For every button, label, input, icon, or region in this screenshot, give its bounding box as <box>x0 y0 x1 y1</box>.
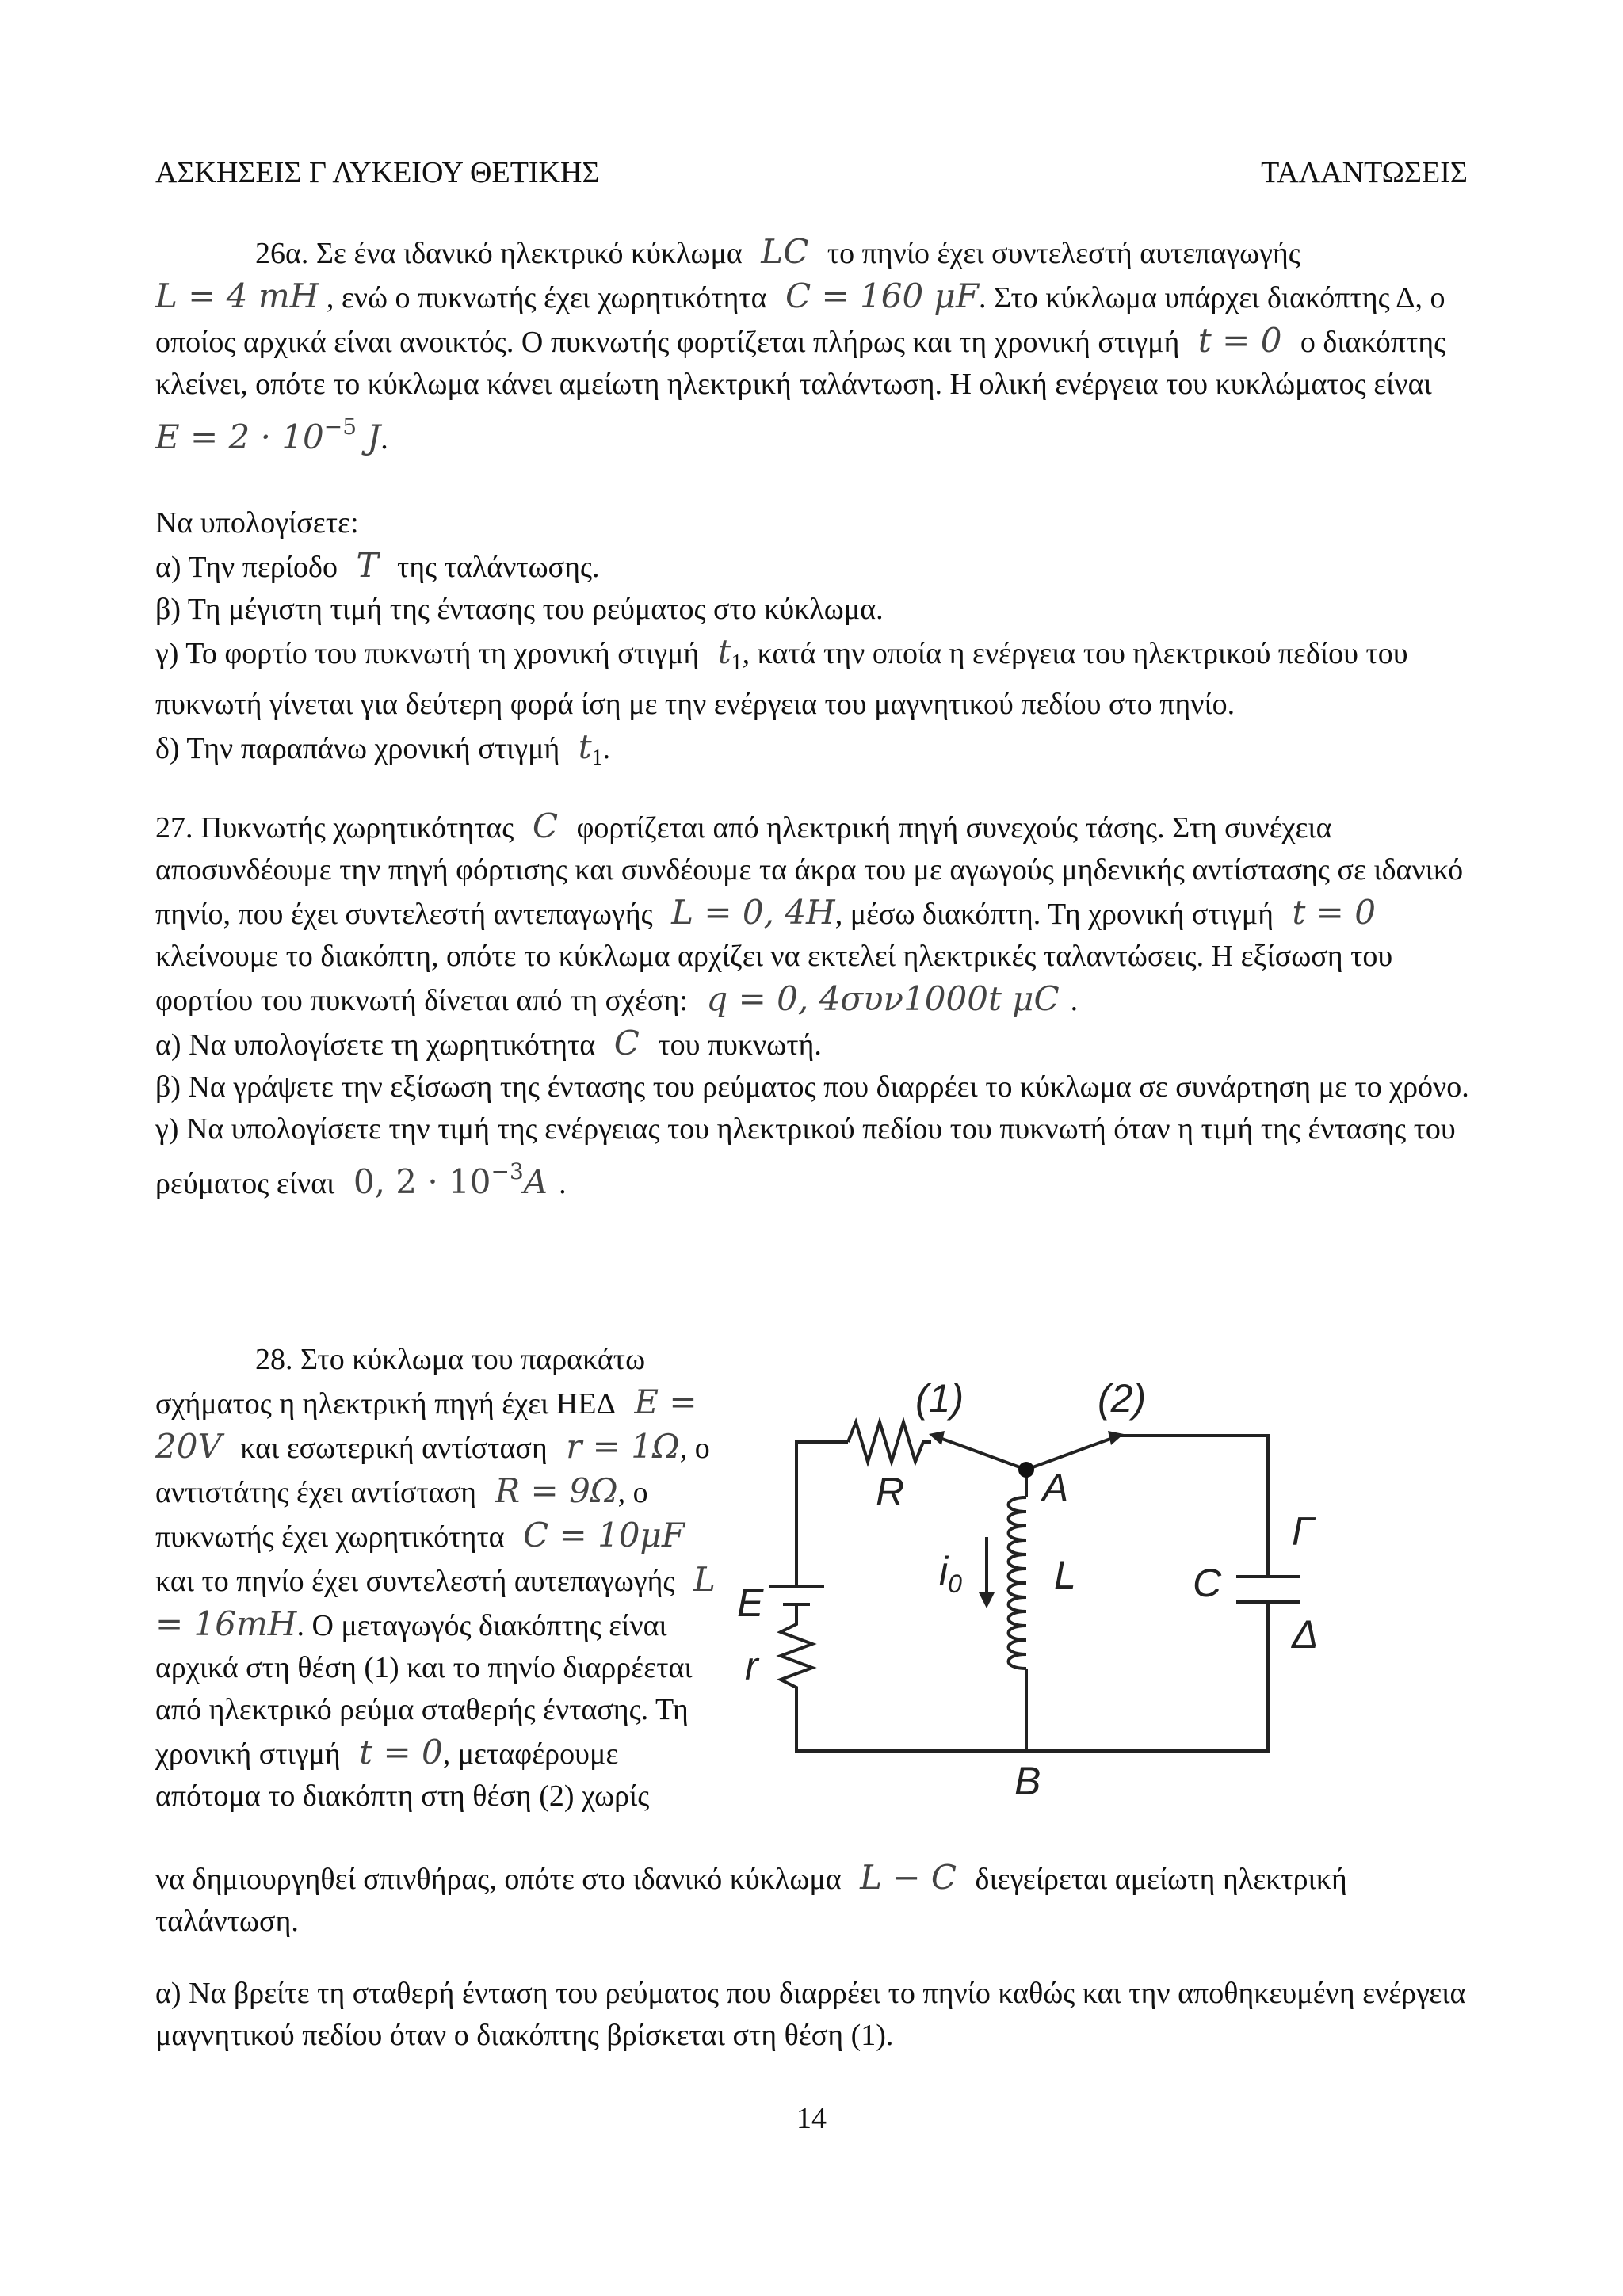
text: . <box>1070 984 1079 1017</box>
math-current-value <box>353 1158 548 1201</box>
label-r: r <box>745 1644 758 1688</box>
text: . <box>602 732 611 765</box>
question-27b: β) Να γράψετε την εξίσωση της έντασης του ρεύματος που διαρρέει το κύκλωμα σε συνάρτηση με το χρόνο. <box>155 1070 1469 1104</box>
math-capacitance: C = 10μF <box>523 1516 685 1554</box>
question-28a: α) Να βρείτε τη σταθερή ένταση του ρεύματος που διαρρέει το πηνίο καθώς και την αποθηκευμένη ενέργεια μαγνητικού πεδίου όταν ο διακόπτης βρίσκεται στη θέση (1). <box>155 1977 1466 2052</box>
text: το πηνίο έχει συντελεστή αυτεπαγωγής <box>827 237 1300 270</box>
label-position-2: (2) <box>1098 1379 1147 1421</box>
text: δ) Την παραπάνω χρονική στιγμή <box>155 732 560 765</box>
text: , μεταφέρουμε απότομα το διακόπτη στη θέση (2) χωρίς <box>155 1737 650 1813</box>
circuit-wire <box>1119 1436 1268 1577</box>
label-i0 <box>939 1549 962 1598</box>
math-capacitance: C <box>613 1024 640 1062</box>
question-26c <box>155 631 1471 726</box>
switch-arm-1 <box>934 1436 1026 1470</box>
text: , ο αντιστάτης έχει αντίσταση <box>155 1432 710 1509</box>
math-emf: E = 20V <box>155 1383 697 1466</box>
label-L: L <box>1054 1553 1076 1597</box>
label-Delta: Δ <box>1292 1612 1319 1657</box>
text: 28. Στο κύκλωμα του παρακάτω σχήματος η ηλεκτρική πηγή έχει ΗΕΔ <box>155 1343 646 1421</box>
math-inductance: L = 0, 4H <box>671 893 835 932</box>
label-C: C <box>1193 1561 1222 1605</box>
exercise-27 <box>155 805 1471 1205</box>
text: φορτίζεται από ηλεκτρική πηγή συνεχούς τάσης. Στη συνέχεια αποσυνδέουμε την πηγή φόρτισης και συνδέουμε τα άκρα του με αγωγούς μηδενικής αντίστασης σε ιδανικό πηνίο, που έχει συντελεστή αντεπαγωγής <box>155 811 1464 931</box>
text: και εσωτερική αντίσταση <box>240 1432 548 1465</box>
math-energy <box>155 414 381 456</box>
text: να δημιουργηθεί σπινθήρας, οπότε στο ιδανικό κύκλωμα <box>155 1863 842 1896</box>
question-27c <box>155 1108 1471 1205</box>
question-27a <box>155 1022 1471 1066</box>
math-current-exp: −3 <box>491 1158 524 1184</box>
label-position-1: (1) <box>915 1379 964 1421</box>
math-t0: t = 0 <box>1292 893 1376 932</box>
label-i0-sub: 0 <box>948 1569 962 1598</box>
label-i0-base: i <box>939 1549 949 1593</box>
math-inductance: L = 16mH <box>155 1560 716 1643</box>
text: , ενώ ο πυκνωτής έχει χωρητικότητα <box>326 281 767 315</box>
node-A <box>1018 1462 1034 1478</box>
text: και το πηνίο έχει συντελεστή αυτεπαγωγής <box>155 1565 675 1598</box>
text: κλείνουμε το διακόπτη, οπότε το κύκλωμα αρχίζει να εκτελεί ηλεκτρικές ταλαντώσεις. Η εξίσωση του φορτίου του πυκνωτή δίνεται από τη σχέση: <box>155 940 1393 1017</box>
text: του πυκνωτή. <box>658 1028 822 1062</box>
text: γ) Να υπολογίσετε την τιμή της ενέργειας του ηλεκτρικού πεδίου του πυκνωτή όταν η τιμή της έντασης του ρεύματος είναι <box>155 1112 1456 1200</box>
question-26a <box>155 544 1471 589</box>
text: α) Την περίοδο <box>155 551 338 584</box>
math-t1-sub: 1 <box>731 650 743 675</box>
math-resistance: R = 9Ω <box>495 1471 618 1510</box>
math-energy-base: E = 2 · 10 <box>155 418 324 456</box>
math-inductance: L = 4 mH <box>155 277 319 315</box>
text: . <box>559 1167 567 1200</box>
text: , κατά την οποία η ενέργεια του ηλεκτρικού πεδίου του πυκνωτή γίνεται για δεύτερη φορά ίση με την ενέργεια του μαγνητικού πεδίου στο πηνίο. <box>155 637 1408 721</box>
exercise-26 <box>155 231 1471 779</box>
math-energy-exp: −5 <box>323 414 357 440</box>
math-energy-unit: J <box>367 418 381 456</box>
inductor-L <box>1009 1497 1027 1669</box>
exercise-26-statement <box>155 231 1471 460</box>
math-period: T <box>356 546 379 585</box>
text: , ο πυκνωτής έχει χωρητικότητα <box>155 1476 648 1554</box>
page-number: 14 <box>796 2102 827 2135</box>
question-26b: β) Τη μέγιστη τιμή της έντασης του ρεύματος στο κύκλωμα. <box>155 593 884 626</box>
text: 27. Πυκνωτής χωρητικότητας <box>155 811 514 845</box>
math-t1-sub: 1 <box>591 746 603 770</box>
math-capacitance: C <box>532 807 558 845</box>
math-t1: t <box>578 727 592 766</box>
label-A: A <box>1042 1466 1069 1510</box>
label-B: B <box>1014 1759 1041 1798</box>
text: 26α. Σε ένα ιδανικό ηλεκτρικό κύκλωμα <box>255 237 743 270</box>
text: . Στο κύκλωμα υπάρχει διακόπτης Δ, ο οποίος αρχικά είναι ανοικτός. Ο πυκνωτής φορτίζεται πλήρως και τη χρονική στιγμή <box>155 281 1445 359</box>
switch-arm-2 <box>1026 1436 1119 1470</box>
circuit-diagram <box>721 1379 1339 1798</box>
header-left: ΑΣΚΗΣΕΙΣ Γ ΛΥΚΕΙΟΥ ΘΕΤΙΚΗΣ <box>155 156 600 189</box>
exercise-28-questions <box>155 1973 1471 2057</box>
exercise-28-statement-end <box>155 1856 1471 1943</box>
switch-contact-2-arrowhead <box>1108 1431 1124 1445</box>
text: της ταλάντωσης. <box>396 551 600 584</box>
text: . Ο μεταγωγός διακόπτης είναι αρχικά στη θέση (1) και το πηνίο διαρρέεται από ηλεκτρικό ρεύμα σταθερής έντασης. Τη χρονική στιγμή <box>155 1609 693 1771</box>
math-current-base: 0, 2 · 10 <box>353 1162 491 1201</box>
text: , μέσω διακόπτη. Τη χρονική στιγμή <box>834 898 1274 931</box>
circuit-wire <box>796 1602 1268 1751</box>
header-right: ΤΑΛΑΝΤΩΣΕΙΣ <box>1261 156 1468 189</box>
label-E: E <box>737 1581 764 1625</box>
math-current-unit: A <box>523 1162 548 1201</box>
page-header <box>155 155 1468 195</box>
label-Gamma: Γ <box>1292 1509 1315 1554</box>
math-t1: t <box>717 632 731 671</box>
exercise-27-statement <box>155 805 1471 1022</box>
exercise-28 <box>155 1339 726 1817</box>
text: . <box>380 422 388 456</box>
question-26d <box>155 726 1471 779</box>
math-internal-resistance: r = 1Ω <box>566 1427 680 1466</box>
resistor-r <box>781 1604 812 1711</box>
math-t0: t = 0 <box>359 1733 443 1772</box>
exercise-26-intro: Να υπολογίσετε: <box>155 506 359 540</box>
math-lc: LC <box>761 232 809 271</box>
math-charge-equation: q = 0, 4συν1000t μC <box>706 979 1060 1018</box>
math-lc: L − C <box>860 1858 957 1897</box>
math-capacitance: C = 160 μF <box>785 277 979 315</box>
label-R: R <box>876 1470 905 1514</box>
math-t0: t = 0 <box>1197 321 1282 360</box>
text: διεγείρεται αμείωτη ηλεκτρική ταλάντωση. <box>155 1863 1347 1938</box>
text: ο διακόπτης κλείνει, οπότε το κύκλωμα κάνει αμείωτη ηλεκτρική ταλάντωση. Η ολική ενέργεια του κυκλώματος είναι <box>155 326 1446 401</box>
circuit-wire <box>796 1442 848 1585</box>
exercise-28-continued <box>155 1856 1471 1943</box>
exercise-28-statement <box>155 1339 726 1817</box>
text: γ) Το φορτίο του πυκνωτή τη χρονική στιγμή <box>155 637 700 670</box>
current-arrowhead <box>979 1592 995 1608</box>
text: α) Να υπολογίσετε τη χωρητικότητα <box>155 1028 596 1062</box>
resistor-R <box>848 1422 931 1462</box>
